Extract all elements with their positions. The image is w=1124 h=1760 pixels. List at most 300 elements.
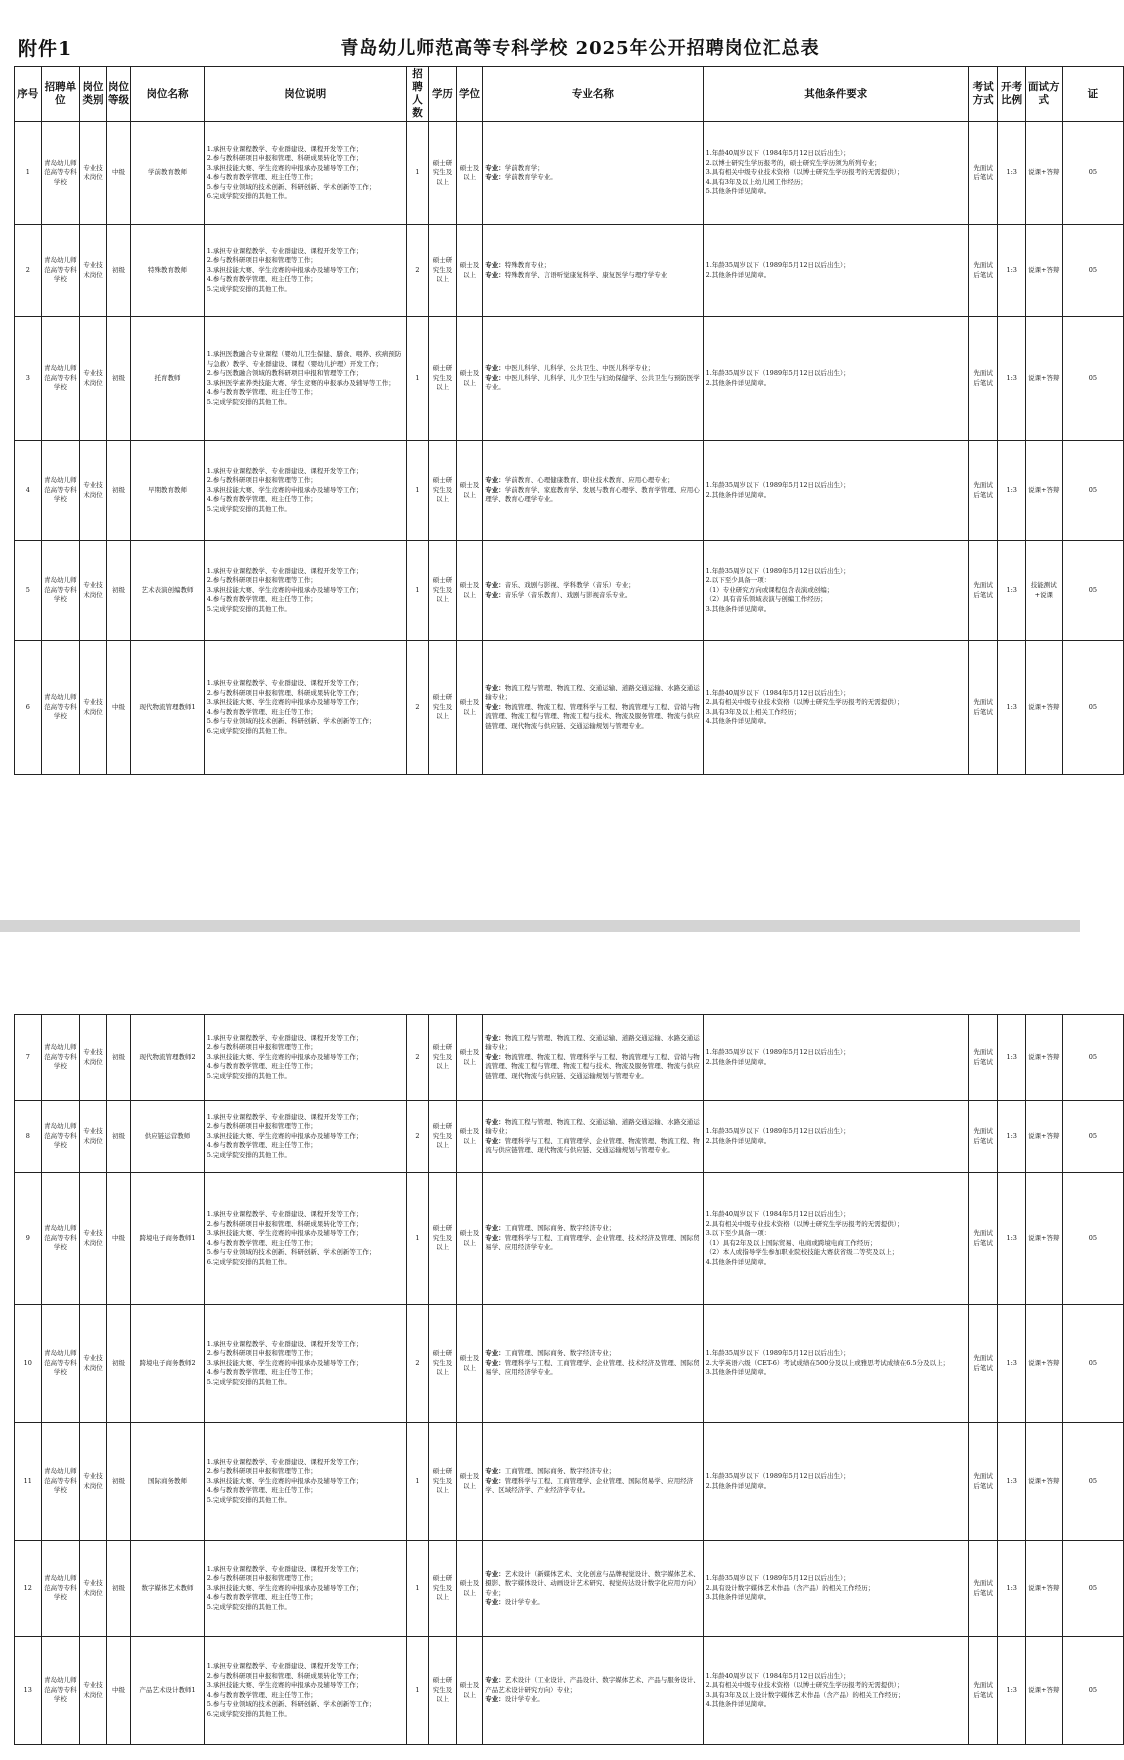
recruiting-unit: 青岛幼儿师范高等专科学校 xyxy=(41,1305,80,1423)
exam-method: 先面试后笔试 xyxy=(968,1305,998,1423)
other-requirements-line: 1.年龄40周岁以下（1984年5月12日以后出生）； xyxy=(705,688,850,697)
table-row xyxy=(15,225,1124,317)
major-prefix: 专业： xyxy=(485,1695,505,1704)
table-row xyxy=(15,1637,1124,1745)
major-cell xyxy=(483,225,703,317)
major-prefix: 专业： xyxy=(485,590,505,599)
cert-code: 05 xyxy=(1062,1173,1123,1305)
other-requirements-line: 1.年龄35周岁以下（1989年5月12日以后出生）； xyxy=(705,1349,850,1358)
position-name: 托育教师 xyxy=(131,317,204,441)
position-level: 初级 xyxy=(106,1015,130,1101)
major-prefix: 专业： xyxy=(485,1676,505,1685)
row-number: 10 xyxy=(15,1305,42,1423)
table-row xyxy=(15,641,1124,775)
column-header: 学位 xyxy=(456,67,483,122)
position-description-line: 3.承担技能大赛、学生竞赛的申报承办及辅导等工作； xyxy=(206,1476,363,1485)
position-description xyxy=(204,1305,406,1423)
other-requirements-line: 2.其他条件详见简章。 xyxy=(705,270,771,279)
education: 硕士研究生及以上 xyxy=(429,122,457,225)
position-name: 现代物流管理教师1 xyxy=(131,641,204,775)
exam-method: 先面试后笔试 xyxy=(968,641,998,775)
position-description-line: 4.参与教育教学管理、班主任等工作； xyxy=(206,495,317,504)
interview-method: 说课+答辩 xyxy=(1025,317,1062,441)
position-category: 专业技术岗位 xyxy=(80,1305,107,1423)
major-text: 物流管理、物流工程、管理科学与工程、物流管理与工程、营销与物流管理、物流工程与管理、物流工程与技术、物流及服务管理、物流与供应链管理、现代物流与供应链、交通运输规划与管理专业。 xyxy=(485,1052,700,1080)
position-description xyxy=(204,317,406,441)
interview-method: 说课+答辩 xyxy=(1025,225,1062,317)
position-description-line: 1.承担专业课程教学、专业群建设、课程开发等工作； xyxy=(206,1033,363,1042)
position-description-line: 2.参与教科研项目申报和管理等工作； xyxy=(206,1043,317,1052)
other-requirements-line: 2.以下至少具备一项： xyxy=(705,576,771,585)
major-line xyxy=(485,1570,700,1599)
major-prefix: 专业： xyxy=(485,1117,505,1126)
recruit-count: 2 xyxy=(406,1015,428,1101)
interview-method: 说课+答辩 xyxy=(1025,1305,1062,1423)
education: 硕士研究生及以上 xyxy=(429,1173,457,1305)
degree: 硕士及以上 xyxy=(456,1305,483,1423)
position-description-line: 4.参与教育教学管理、班主任等工作； xyxy=(206,1368,317,1377)
education: 硕士研究生及以上 xyxy=(429,317,457,441)
position-description-line: 2.参与教科研项目申报和管理等工作； xyxy=(206,576,317,585)
recruit-count: 2 xyxy=(406,641,428,775)
interview-method: 说课+答辩 xyxy=(1025,1101,1062,1173)
major-line xyxy=(485,1137,700,1156)
position-description xyxy=(204,441,406,541)
major-prefix: 专业： xyxy=(485,270,505,279)
exam-method: 先面试后笔试 xyxy=(968,1173,998,1305)
recruit-count: 1 xyxy=(406,122,428,225)
other-requirements-line: 3.其他条件详见简章。 xyxy=(705,1368,771,1377)
major-line xyxy=(485,173,700,183)
other-requirements-line: 4.其他条件详见简章。 xyxy=(705,1700,771,1708)
position-name: 数字媒体艺术教师 xyxy=(131,1541,204,1637)
other-requirements-line: 4.具有3年及以上幼儿园工作经历； xyxy=(705,177,807,186)
recruiting-unit: 青岛幼儿师范高等专科学校 xyxy=(41,225,80,317)
major-line xyxy=(485,476,700,486)
position-description xyxy=(204,541,406,641)
other-requirements-line: 1.年龄40周岁以下（1984年5月12日以后出生）； xyxy=(705,1210,850,1218)
position-description-line: 1.承担专业课程教学、专业群建设、课程开发等工作； xyxy=(206,1339,363,1348)
position-description-line: 2.参与教科研项目申报和管理等工作； xyxy=(206,1574,317,1583)
exam-method: 先面试后笔试 xyxy=(968,122,998,225)
cert-code: 05 xyxy=(1062,1305,1123,1423)
degree: 硕士及以上 xyxy=(456,1015,483,1101)
other-requirements xyxy=(703,541,968,641)
recruiting-unit: 青岛幼儿师范高等专科学校 xyxy=(41,122,80,225)
row-number: 3 xyxy=(15,317,42,441)
major-prefix: 专业： xyxy=(485,1233,505,1242)
position-category: 专业技术岗位 xyxy=(80,1101,107,1173)
position-level: 初级 xyxy=(106,541,130,641)
attachment-label: 附件1 xyxy=(18,38,73,60)
position-level: 中级 xyxy=(106,1173,130,1305)
major-line xyxy=(485,1034,700,1053)
major-line xyxy=(485,1477,700,1496)
table-body-page-1 xyxy=(15,122,1124,775)
major-prefix: 专业： xyxy=(485,373,505,382)
exam-method: 先面试后笔试 xyxy=(968,1541,998,1637)
major-line xyxy=(485,1349,700,1359)
major-prefix: 专业： xyxy=(485,485,505,494)
column-header: 开考比例 xyxy=(998,67,1026,122)
table-header-row xyxy=(15,67,1124,122)
other-requirements-line: 3.具有3年及以上相关工作经历； xyxy=(705,707,801,716)
interview-method: 说课+答辩 xyxy=(1025,1423,1062,1541)
position-description-line: 1.承担专业课程教学、专业群建设、课程开发等工作； xyxy=(206,466,363,475)
position-category: 专业技术岗位 xyxy=(80,1541,107,1637)
degree: 硕士及以上 xyxy=(456,441,483,541)
exam-ratio: 1:3 xyxy=(998,441,1026,541)
major-line xyxy=(485,1359,700,1378)
column-header: 专业名称 xyxy=(483,67,703,122)
degree: 硕士及以上 xyxy=(456,1541,483,1637)
exam-ratio: 1:3 xyxy=(998,1173,1026,1305)
row-number: 1 xyxy=(15,122,42,225)
table-row xyxy=(15,541,1124,641)
degree: 硕士及以上 xyxy=(456,225,483,317)
position-description-line: 2.参与医教融合领域的教科研项目申报和管理等工作； xyxy=(206,369,363,377)
major-line xyxy=(485,581,700,591)
cert-code: 05 xyxy=(1062,225,1123,317)
major-text: 中医儿科学、儿科学、公共卫生、中医儿科学专业； xyxy=(504,364,655,373)
column-header: 证 xyxy=(1062,67,1123,122)
position-description-line: 3.承担技能大赛、学生竞赛的申报承办及辅导等工作； xyxy=(206,1583,363,1592)
education: 硕士研究生及以上 xyxy=(429,1015,457,1101)
other-requirements xyxy=(703,225,968,317)
position-category: 专业技术岗位 xyxy=(80,1423,107,1541)
position-category: 专业技术岗位 xyxy=(80,1015,107,1101)
position-description-line: 1.承担专业课程教学、专业群建设、课程开发等工作； xyxy=(206,679,363,687)
table-row xyxy=(15,1305,1124,1423)
position-description-line: 3.承担医学素养类技能大赛、学生竞赛的申报承办及辅导等工作； xyxy=(206,378,395,387)
major-cell xyxy=(483,1541,703,1637)
other-requirements-line: 2.其他条件详见简章。 xyxy=(705,1057,771,1066)
other-requirements-line: 2.具有相关中级专业技术资格（以博士研究生学历报考的无需提供）； xyxy=(705,1219,904,1228)
document-title: 青岛幼儿师范高等专科学校 2025年公开招聘岗位汇总表 xyxy=(340,38,820,59)
cert-code: 05 xyxy=(1062,541,1123,641)
position-description-line: 2.参与教科研项目申报和管理、科研成果转化等工作； xyxy=(206,154,363,162)
exam-method: 先面试后笔试 xyxy=(968,1637,998,1745)
position-description-line: 5.参与专业领域的技术创新、科研创新、学术创新等工作； xyxy=(206,717,376,725)
major-text: 设计学专业。 xyxy=(504,1695,544,1704)
other-requirements-line: 3.以下至少具备一项： xyxy=(705,1229,771,1237)
cert-code: 05 xyxy=(1062,1101,1123,1173)
position-description-line: 2.参与教科研项目申报和管理等工作； xyxy=(206,1122,317,1131)
major-line xyxy=(485,684,700,703)
position-level: 中级 xyxy=(106,1637,130,1745)
column-header: 序号 xyxy=(15,67,42,122)
exam-ratio: 1:3 xyxy=(998,225,1026,317)
major-cell xyxy=(483,1101,703,1173)
row-number: 12 xyxy=(15,1541,42,1637)
position-description-line: 3.承担技能大赛、学生竞赛的申报承办及辅导等工作； xyxy=(206,1052,363,1061)
recruiting-unit: 青岛幼儿师范高等专科学校 xyxy=(41,1015,80,1101)
major-line xyxy=(485,271,700,281)
cert-code: 05 xyxy=(1062,1015,1123,1101)
row-number: 5 xyxy=(15,541,42,641)
position-category: 专业技术岗位 xyxy=(80,122,107,225)
position-description-line: 1.承担专业课程教学、专业群建设、课程开发等工作； xyxy=(206,1457,363,1466)
major-text: 艺术设计（新媒体艺术、文化创意与品牌视觉设计、数字媒体艺术、摄影、数字媒体设计、动画设计艺术研究、视觉传达设计数字化应用方向）专业； xyxy=(485,1569,700,1597)
position-category: 专业技术岗位 xyxy=(80,541,107,641)
other-requirements xyxy=(703,1637,968,1745)
major-line xyxy=(485,261,700,271)
major-text: 工商管理、国际商务、数字经济专业； xyxy=(504,1467,616,1476)
other-requirements-line: （2）具有音乐领域表演与创编工作经历； xyxy=(705,595,827,604)
major-text: 学前教育、心理健康教育、职业技术教育、应用心理专业； xyxy=(504,476,674,485)
education: 硕士研究生及以上 xyxy=(429,1541,457,1637)
table-row xyxy=(15,1015,1124,1101)
degree: 硕士及以上 xyxy=(456,1101,483,1173)
other-requirements xyxy=(703,317,968,441)
other-requirements-line: 1.年龄35周岁以下（1989年5月12日以后出生）； xyxy=(705,1127,850,1135)
other-requirements-line: 4.其他条件详见简章。 xyxy=(705,717,771,725)
position-name: 跨境电子商务教师2 xyxy=(131,1305,204,1423)
table-row xyxy=(15,441,1124,541)
major-prefix: 专业： xyxy=(485,1349,505,1358)
major-cell xyxy=(483,1305,703,1423)
education: 硕士研究生及以上 xyxy=(429,1305,457,1423)
education: 硕士研究生及以上 xyxy=(429,1423,457,1541)
other-requirements-line: （1）专业研究方向或课程包含表演或创编； xyxy=(705,585,834,594)
recruiting-unit: 青岛幼儿师范高等专科学校 xyxy=(41,1173,80,1305)
major-text: 管理科学与工程、工商管理学、企业管理、物流管理、物流工程、物流与供应链管理、现代物流与供应链、交通运输规划与管理专业。 xyxy=(485,1136,700,1154)
column-header: 面试方式 xyxy=(1025,67,1062,122)
exam-method: 先面试后笔试 xyxy=(968,1423,998,1541)
cert-code: 05 xyxy=(1062,641,1123,775)
other-requirements-line: 2.其他条件详见简章。 xyxy=(705,1481,771,1490)
position-description-line: 5.完成学院安排的其他工作。 xyxy=(206,1071,291,1080)
row-number: 11 xyxy=(15,1423,42,1541)
major-text: 音乐、戏剧与影视、学科教学（音乐）专业； xyxy=(504,581,635,589)
position-description xyxy=(204,1541,406,1637)
major-prefix: 专业： xyxy=(485,1467,505,1476)
recruiting-unit: 青岛幼儿师范高等专科学校 xyxy=(41,317,80,441)
position-description-line: 1.承担专业课程教学、专业群建设、课程开发等工作； xyxy=(206,246,363,255)
education: 硕士研究生及以上 xyxy=(429,441,457,541)
cert-code: 05 xyxy=(1062,1423,1123,1541)
major-cell xyxy=(483,1173,703,1305)
major-cell xyxy=(483,1637,703,1745)
major-text: 学前教育学专业。 xyxy=(504,173,557,181)
other-requirements-line: 2.大学英语六级（CET-6）考试成绩在500分及以上或雅思考试成绩在6.5分及以上； xyxy=(705,1358,950,1367)
degree: 硕士及以上 xyxy=(456,641,483,775)
interview-method: 说课+答辩 xyxy=(1025,641,1062,775)
exam-method: 先面试后笔试 xyxy=(968,541,998,641)
major-prefix: 专业： xyxy=(485,1358,505,1367)
position-description-line: 4.参与教育教学管理、班主任等工作； xyxy=(206,1486,317,1495)
position-description-line: 6.完成学院安排的其他工作。 xyxy=(206,1257,291,1266)
position-description-line: 4.参与教育教学管理、班主任等工作； xyxy=(206,707,317,716)
major-cell xyxy=(483,541,703,641)
other-requirements-line: 5.其他条件详见简章。 xyxy=(705,187,771,196)
recruit-count: 1 xyxy=(406,1541,428,1637)
recruit-count: 1 xyxy=(406,317,428,441)
row-number: 13 xyxy=(15,1637,42,1745)
other-requirements xyxy=(703,641,968,775)
table-row xyxy=(15,1423,1124,1541)
major-prefix: 专业： xyxy=(485,364,505,373)
position-description xyxy=(204,1637,406,1745)
position-name: 跨境电子商务教师1 xyxy=(131,1173,204,1305)
major-cell xyxy=(483,1423,703,1541)
major-text: 管理科学与工程、工商管理学、企业管理、技术经济及管理、国际贸易学、应用经济学专业。 xyxy=(485,1233,700,1252)
cert-code: 05 xyxy=(1062,122,1123,225)
other-requirements-line: 1.年龄35周岁以下（1989年5月12日以后出生）； xyxy=(705,261,850,269)
position-description-line: 4.参与教育教学管理、班主任等工作； xyxy=(206,1062,317,1071)
major-text: 特殊教育专业； xyxy=(504,261,551,269)
other-requirements-line: 1.年龄35周岁以下（1989年5月12日以后出生）； xyxy=(705,481,850,489)
exam-ratio: 1:3 xyxy=(998,1101,1026,1173)
position-description xyxy=(204,122,406,225)
position-name: 艺术表演创编教师 xyxy=(131,541,204,641)
major-text: 中医儿科学、儿科学、儿少卫生与妇幼保健学、公共卫生与预防医学专业。 xyxy=(485,373,700,392)
degree: 硕士及以上 xyxy=(456,1423,483,1541)
major-text: 工商管理、国际商务、数字经济专业； xyxy=(504,1224,616,1233)
position-description-line: 1.承担医教融合专业课程（婴幼儿卫生保健、膳食、喂养、疾病预防与急救）教学、专业群建设、课程（婴幼儿护理）开发工作； xyxy=(206,350,402,368)
major-prefix: 专业： xyxy=(485,173,505,181)
major-text: 管理科学与工程、工商管理学、企业管理、技术经济及管理、国际贸易学、应用经济学专业。 xyxy=(485,1358,700,1377)
position-description-line: 4.参与教育教学管理、班主任等工作； xyxy=(206,173,317,181)
education: 硕士研究生及以上 xyxy=(429,541,457,641)
major-prefix: 专业： xyxy=(485,1598,505,1606)
exam-ratio: 1:3 xyxy=(998,1541,1026,1637)
recruiting-unit: 青岛幼儿师范高等专科学校 xyxy=(41,441,80,541)
position-description-line: 4.参与教育教学管理、班主任等工作； xyxy=(206,388,317,396)
document-page-2 xyxy=(0,932,1097,1760)
exam-ratio: 1:3 xyxy=(998,1305,1026,1423)
major-prefix: 专业： xyxy=(485,1136,505,1145)
major-prefix: 专业： xyxy=(485,1224,505,1233)
exam-method: 先面试后笔试 xyxy=(968,1015,998,1101)
major-text: 学前教育学、家庭教育学、发展与教育心理学、教育学管理、应用心理学、教育心理学专业。 xyxy=(485,485,700,504)
other-requirements-line: 2.其他条件详见简章。 xyxy=(705,378,771,387)
position-description-line: 1.承担专业课程教学、专业群建设、课程开发等工作； xyxy=(206,1210,363,1218)
major-text: 物流工程与管理、物流工程、交通运输、道路交通运输、水路交通运输专业； xyxy=(485,1033,700,1052)
education: 硕士研究生及以上 xyxy=(429,641,457,775)
recruit-count: 1 xyxy=(406,541,428,641)
major-cell xyxy=(483,122,703,225)
position-description-line: 3.承担技能大赛、学生竞赛的申报承办及辅导等工作； xyxy=(206,163,363,172)
position-description-line: 1.承担专业课程教学、专业群建设、课程开发等工作； xyxy=(206,1112,363,1121)
position-level: 初级 xyxy=(106,1423,130,1541)
position-description-line: 5.完成学院安排的其他工作。 xyxy=(206,1495,291,1504)
major-line xyxy=(485,364,700,374)
other-requirements-line: 3.具有相关中级专业技术资格（以博士研究生学历报考的无需提供）； xyxy=(705,168,904,177)
education: 硕士研究生及以上 xyxy=(429,1101,457,1173)
position-description-line: 3.承担技能大赛、学生竞赛的申报承办及辅导等工作； xyxy=(206,1229,363,1237)
major-cell xyxy=(483,317,703,441)
position-category: 专业技术岗位 xyxy=(80,441,107,541)
interview-method: 说课+答辩 xyxy=(1025,441,1062,541)
column-header: 岗位名称 xyxy=(131,67,204,122)
position-description-line: 2.参与教科研项目申报和管理、科研成果转化等工作； xyxy=(206,688,363,697)
position-description-line: 1.承担专业课程教学、专业群建设、课程开发等工作； xyxy=(206,566,363,575)
interview-method: 说课+答辩 xyxy=(1025,1637,1062,1745)
cert-code: 05 xyxy=(1062,317,1123,441)
table-row xyxy=(15,1173,1124,1305)
column-header: 招聘单位 xyxy=(41,67,80,122)
column-header: 岗位等级 xyxy=(106,67,130,122)
other-requirements-line: 1.年龄35周岁以下（1989年5月12日以后出生）； xyxy=(705,1574,850,1583)
major-text: 工商管理、国际商务、数字经济专业； xyxy=(504,1349,616,1358)
position-description-line: 5.完成学院安排的其他工作。 xyxy=(206,1150,291,1159)
position-description-line: 3.承担技能大赛、学生竞赛的申报承办及辅导等工作； xyxy=(206,1681,363,1689)
position-category: 专业技术岗位 xyxy=(80,1173,107,1305)
major-prefix: 专业： xyxy=(485,683,505,692)
position-description-line: 5.参与专业领域的技术创新、科研创新、学术创新等工作； xyxy=(206,182,376,191)
other-requirements-line: 2.其他条件详见简章。 xyxy=(705,1136,771,1145)
other-requirements-line: 2.以博士研究生学历报考的，硕士研究生学历须为所列专业； xyxy=(705,158,881,167)
position-level: 初级 xyxy=(106,225,130,317)
major-line xyxy=(485,1467,700,1477)
interview-method: 说课+答辩 xyxy=(1025,122,1062,225)
degree: 硕士及以上 xyxy=(456,317,483,441)
other-requirements xyxy=(703,1541,968,1637)
position-description-line: 4.参与教育教学管理、班主任等工作； xyxy=(206,1690,317,1699)
recruit-count: 2 xyxy=(406,225,428,317)
other-requirements-line: 1.年龄40周岁以下（1984年5月12日以后出生）； xyxy=(705,149,850,158)
major-prefix: 专业： xyxy=(485,163,505,172)
position-name: 早期教育教师 xyxy=(131,441,204,541)
major-line xyxy=(485,1224,700,1234)
exam-ratio: 1:3 xyxy=(998,641,1026,775)
position-description-line: 1.承担专业课程教学、专业群建设、课程开发等工作； xyxy=(206,1564,363,1573)
row-number: 4 xyxy=(15,441,42,541)
interview-method: 说课+答辩 xyxy=(1025,1015,1062,1101)
position-description-line: 6.完成学院安排的其他工作。 xyxy=(206,192,291,200)
major-prefix: 专业： xyxy=(485,476,505,485)
row-number: 9 xyxy=(15,1173,42,1305)
interview-method: 说课+答辩 xyxy=(1025,1173,1062,1305)
exam-ratio: 1:3 xyxy=(998,541,1026,641)
other-requirements-line: 2.具有相关中级专业技术资格（以博士研究生学历报考的无需提供）； xyxy=(705,698,904,706)
major-text: 管理科学与工程、工商管理学、企业管理、国际贸易学、应用经济学、区域经济学、产业经济学专业。 xyxy=(485,1476,694,1495)
recruit-count: 1 xyxy=(406,1423,428,1541)
major-text: 物流工程与管理、物流工程、交通运输、道路交通运输、水路交通运输专业； xyxy=(485,683,700,702)
position-name: 产品艺术设计教师1 xyxy=(131,1637,204,1745)
row-number: 8 xyxy=(15,1101,42,1173)
recruit-count: 1 xyxy=(406,1173,428,1305)
major-line xyxy=(485,1118,700,1137)
table-row xyxy=(15,1541,1124,1637)
other-requirements xyxy=(703,122,968,225)
recruitment-table-page-2 xyxy=(14,1014,1124,1745)
other-requirements-line: 3.其他条件详见简章。 xyxy=(705,1593,771,1602)
column-header: 招聘人数 xyxy=(406,67,428,122)
major-prefix: 专业： xyxy=(485,1033,505,1042)
position-description-line: 5.完成学院安排的其他工作。 xyxy=(206,1377,291,1386)
cert-code: 05 xyxy=(1062,1637,1123,1745)
exam-ratio: 1:3 xyxy=(998,1423,1026,1541)
other-requirements-line: 1.年龄35周岁以下（1989年5月12日以后出生）； xyxy=(705,1048,850,1056)
other-requirements xyxy=(703,1423,968,1541)
other-requirements-line: 2.具有相关中级专业技术资格（以博士研究生学历报考的无需提供）； xyxy=(705,1681,904,1689)
recruiting-unit: 青岛幼儿师范高等专科学校 xyxy=(41,541,80,641)
position-description xyxy=(204,225,406,317)
other-requirements xyxy=(703,1101,968,1173)
education: 硕士研究生及以上 xyxy=(429,1637,457,1745)
other-requirements-line: 3.其他条件详见简章。 xyxy=(705,604,771,613)
position-level: 中级 xyxy=(106,122,130,225)
position-description-line: 5.完成学院安排的其他工作。 xyxy=(206,284,291,293)
education: 硕士研究生及以上 xyxy=(429,225,457,317)
position-level: 初级 xyxy=(106,441,130,541)
degree: 硕士及以上 xyxy=(456,1173,483,1305)
major-prefix: 专业： xyxy=(485,702,505,711)
position-description-line: 5.完成学院安排的其他工作。 xyxy=(206,504,291,513)
position-description-line: 4.参与教育教学管理、班主任等工作； xyxy=(206,275,317,284)
